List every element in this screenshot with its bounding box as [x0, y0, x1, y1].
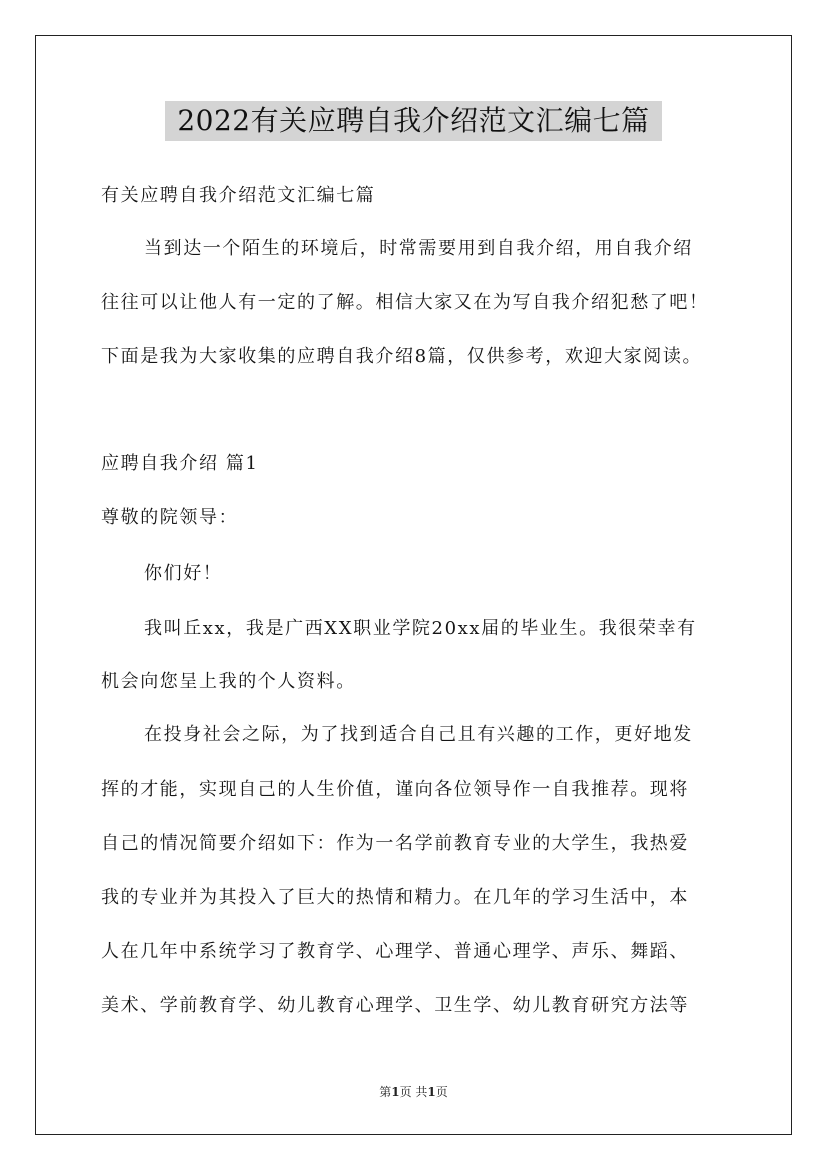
paragraph-2-line-1: 我叫丘xx，我是广西XX职业学院20xx届的毕业生。我很荣幸有	[144, 618, 697, 639]
footer-prefix: 第	[379, 1085, 392, 1099]
footer-mid: 页 共	[399, 1085, 428, 1099]
paragraph-3-line-5: 人在几年中系统学习了教育学、心理学、普通心理学、声乐、舞蹈、	[101, 941, 689, 962]
section-heading: 应聘自我介绍 篇1	[101, 453, 259, 474]
footer-suffix: 页	[435, 1085, 448, 1099]
salutation: 尊敬的院领导：	[101, 507, 239, 528]
paragraph-3-line-2: 挥的才能，实现自己的人生价值，谨向各位领导作一自我推荐。现将	[101, 779, 689, 800]
greeting: 你们好！	[144, 563, 223, 584]
paragraph-2-line-2: 机会向您呈上我的个人资料。	[101, 671, 356, 692]
paragraph-3-line-6: 美术、学前教育学、幼儿教育心理学、卫生学、幼儿教育研究方法等	[101, 995, 689, 1016]
subtitle-line: 有关应聘自我介绍范文汇编七篇	[101, 185, 376, 206]
intro-paragraph-line-3: 下面是我为大家收集的应聘自我介绍8篇，仅供参考，欢迎大家阅读。	[101, 346, 703, 367]
document-title: 2022有关应聘自我介绍范文汇编七篇	[165, 101, 662, 141]
page-number-footer	[0, 1084, 827, 1100]
footer-current-page: 1	[391, 1085, 400, 1099]
paragraph-3-line-1: 在投身社会之际，为了找到适合自己且有兴趣的工作，更好地发	[144, 724, 693, 745]
intro-paragraph-line-2: 往往可以让他人有一定的了解。相信大家又在为写自我介绍犯愁了吧！	[101, 292, 709, 313]
paragraph-3-line-3: 自己的情况简要介绍如下：作为一名学前教育专业的大学生，我热爱	[101, 833, 689, 854]
paragraph-3-line-4: 我的专业并为其投入了巨大的热情和精力。在几年的学习生活中，本	[101, 887, 689, 908]
footer-total-pages: 1	[427, 1085, 436, 1099]
intro-paragraph-line-1: 当到达一个陌生的环境后，时常需要用到自我介绍，用自我介绍	[144, 238, 693, 259]
